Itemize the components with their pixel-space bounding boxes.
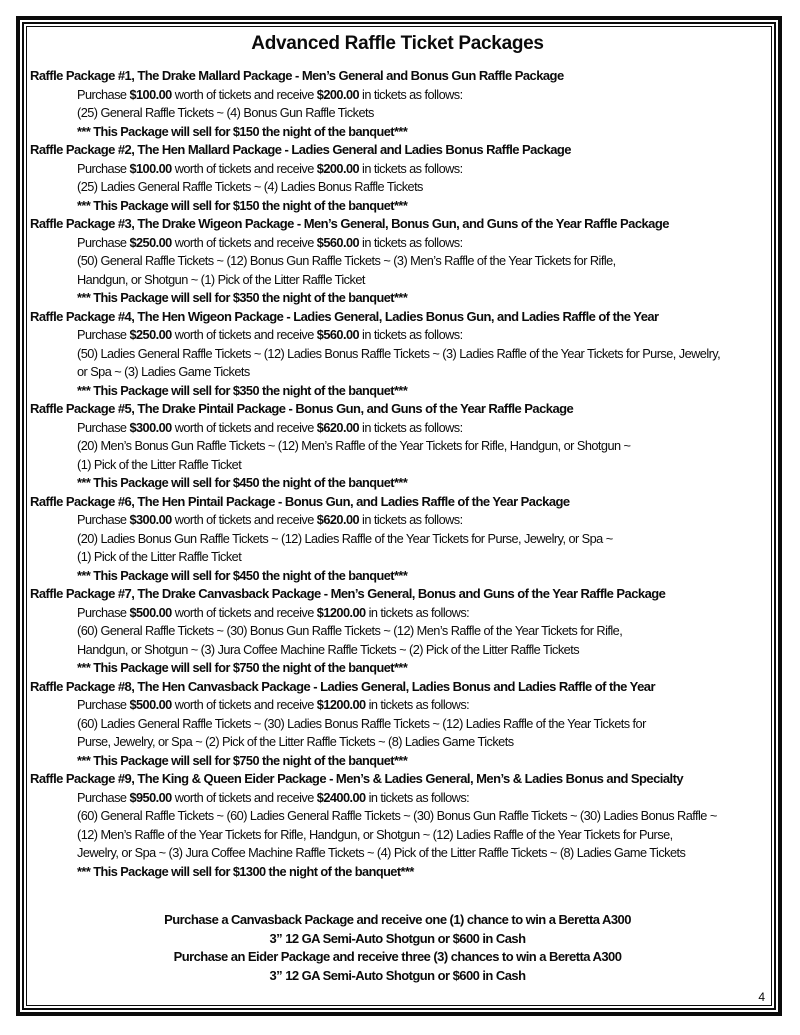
purchase-amount: $500.00 (129, 697, 172, 712)
bonus-offer-line-canvasback: Purchase a Canvasback Package and receive one (1) chance to win a Beretta A300 (164, 912, 631, 927)
package-detail-line: Jewelry, or Spa ~ (3) Jura Coffee Machine Raffle Tickets ~ (4) Pick of the Litter Raffle Tickets ~ (8) Ladies Game Tickets (77, 845, 686, 860)
package-body (77, 789, 765, 882)
package-heading: Raffle Package #7, The Drake Canvasback Package - Men’s General, Bonus and Guns of the Year Raffle Package (30, 586, 666, 601)
package-detail-line: (12) Men’s Raffle of the Year Tickets for Rifle, Handgun, or Shotgun ~ (12) Ladies Raffle of the Year Tickets for Purse, (77, 826, 673, 842)
raffle-package (30, 400, 765, 493)
package-detail-line: Handgun, or Shotgun ~ (1) Pick of the Litter Raffle Ticket (77, 271, 365, 287)
package-purchase-line (77, 696, 765, 715)
raffle-package (30, 678, 765, 771)
package-body (77, 234, 765, 308)
purchase-text: worth of tickets and receive (171, 327, 317, 342)
receive-amount: $1200.00 (316, 604, 366, 620)
purchase-text: Purchase (77, 789, 130, 805)
document-content (27, 27, 771, 1005)
package-body (77, 696, 765, 770)
bonus-offer-line-eider: Purchase an Eider Package and receive three (3) chances to win a Beretta A300 (173, 949, 622, 964)
page-border-outer (16, 16, 782, 1016)
page-title: Advanced Raffle Ticket Packages (251, 33, 544, 54)
raffle-package (30, 770, 765, 881)
page-number: 4 (758, 990, 765, 1004)
purchase-text: in tickets as follows: (365, 604, 470, 620)
package-body (77, 604, 765, 678)
purchase-text: Purchase (77, 512, 130, 527)
bonus-offer-line-canvasback-prize: 3” 12 GA Semi-Auto Shotgun or $600 in Cash (269, 930, 526, 946)
bonus-offer-section (30, 911, 765, 985)
package-banquet-price-line: *** This Package will sell for $150 the night of the banquet*** (77, 123, 408, 139)
receive-amount: $620.00 (316, 512, 360, 527)
package-list (30, 67, 765, 881)
package-purchase-line (77, 160, 765, 179)
purchase-amount: $950.00 (129, 789, 172, 805)
package-banquet-price-line: *** This Package will sell for $750 the night of the banquet*** (77, 660, 408, 675)
package-detail-line: (25) General Raffle Tickets ~ (4) Bonus Gun Raffle Tickets (77, 105, 374, 120)
package-purchase-line (77, 234, 765, 253)
purchase-text: worth of tickets and receive (171, 512, 317, 527)
receive-amount: $1200.00 (316, 697, 366, 712)
package-body (77, 326, 765, 400)
raffle-package (30, 141, 765, 215)
purchase-text: in tickets as follows: (359, 86, 463, 102)
purchase-text: worth of tickets and receive (171, 604, 317, 620)
purchase-text: worth of tickets and receive (171, 86, 317, 102)
purchase-text: Purchase (77, 327, 130, 342)
package-detail-line: (60) Ladies General Raffle Tickets ~ (30) Ladies Bonus Raffle Tickets ~ (12) Ladies Raffle of the Year Tickets for (77, 715, 646, 731)
package-purchase-line (77, 326, 765, 345)
purchase-text: in tickets as follows: (359, 512, 463, 527)
package-detail-line: Handgun, or Shotgun ~ (3) Jura Coffee Machine Raffle Tickets ~ (2) Pick of the Litter Raffle Tickets (77, 641, 580, 657)
purchase-amount: $250.00 (129, 234, 172, 250)
receive-amount: $620.00 (316, 419, 360, 435)
package-heading: Raffle Package #3, The Drake Wigeon Package - Men’s General, Bonus Gun, and Guns of the Year Raffle Package (30, 216, 669, 231)
purchase-amount: $100.00 (129, 160, 172, 176)
purchase-text: worth of tickets and receive (171, 789, 317, 805)
receive-amount: $200.00 (316, 86, 360, 102)
package-banquet-price-line: *** This Package will sell for $450 the night of the banquet*** (77, 567, 408, 583)
purchase-text: in tickets as follows: (365, 789, 470, 805)
purchase-text: Purchase (77, 160, 130, 176)
package-heading: Raffle Package #2, The Hen Mallard Package - Ladies General and Ladies Bonus Raffle Package (30, 142, 571, 157)
page-border-middle (22, 22, 776, 1010)
package-purchase-line (77, 86, 765, 105)
purchase-text: worth of tickets and receive (171, 419, 317, 435)
bonus-offer-line-eider-prize: 3” 12 GA Semi-Auto Shotgun or $600 in Cash (269, 967, 526, 983)
package-detail-line: Purse, Jewelry, or Spa ~ (2) Pick of the Litter Raffle Tickets ~ (8) Ladies Game Tickets (77, 734, 514, 749)
package-banquet-price-line: *** This Package will sell for $750 the night of the banquet*** (77, 752, 408, 768)
purchase-text: in tickets as follows: (365, 697, 470, 712)
package-detail-line: (50) Ladies General Raffle Tickets ~ (12) Ladies Bonus Raffle Tickets ~ (3) Ladies Raffle of the Year Tickets for Purse, Jewelry, (77, 345, 721, 361)
purchase-amount: $300.00 (129, 419, 172, 435)
package-body (77, 419, 765, 493)
package-heading: Raffle Package #9, The King & Queen Eider Package - Men’s & Ladies General, Men’s & Ladies Bonus and Specialty (30, 771, 684, 786)
purchase-amount: $500.00 (129, 604, 172, 620)
package-banquet-price-line: *** This Package will sell for $150 the night of the banquet*** (77, 197, 408, 213)
purchase-amount: $250.00 (129, 327, 172, 342)
purchase-amount: $300.00 (129, 512, 172, 527)
package-detail-line: (1) Pick of the Litter Raffle Ticket (77, 549, 242, 564)
receive-amount: $560.00 (316, 234, 360, 250)
purchase-text: worth of tickets and receive (171, 697, 317, 712)
package-purchase-line (77, 604, 765, 623)
purchase-text: in tickets as follows: (359, 419, 463, 435)
package-detail-line: (20) Ladies Bonus Gun Raffle Tickets ~ (12) Ladies Raffle of the Year Tickets for Purse, Jewelry, or Spa ~ (77, 530, 613, 546)
package-body (77, 511, 765, 585)
raffle-package (30, 308, 765, 401)
package-heading: Raffle Package #8, The Hen Canvasback Package - Ladies General, Ladies Bonus and Ladies Raffle of the Year (30, 678, 655, 694)
package-heading: Raffle Package #6, The Hen Pintail Package - Bonus Gun, and Ladies Raffle of the Year Package (30, 493, 570, 509)
package-body (77, 86, 765, 142)
package-detail-line: (50) General Raffle Tickets ~ (12) Bonus Gun Raffle Tickets ~ (3) Men’s Raffle of the Year Tickets for Rifle, (77, 253, 616, 268)
package-heading: Raffle Package #4, The Hen Wigeon Package - Ladies General, Ladies Bonus Gun, and Ladies Raffle of the Year (30, 308, 659, 324)
package-detail-line: (20) Men’s Bonus Gun Raffle Tickets ~ (12) Men’s Raffle of the Year Tickets for Rifle, Handgun, or Shotgun ~ (77, 438, 631, 453)
raffle-package (30, 493, 765, 586)
raffle-package (30, 585, 765, 678)
page-border-inner (26, 26, 772, 1006)
raffle-package (30, 215, 765, 308)
package-heading: Raffle Package #1, The Drake Mallard Package - Men’s General and Bonus Gun Raffle Package (30, 68, 564, 83)
package-banquet-price-line: *** This Package will sell for $450 the night of the banquet*** (77, 475, 408, 490)
package-banquet-price-line: *** This Package will sell for $350 the night of the banquet*** (77, 290, 408, 305)
package-purchase-line (77, 419, 765, 438)
package-detail-line: (25) Ladies General Raffle Tickets ~ (4) Ladies Bonus Raffle Tickets (77, 179, 423, 194)
package-purchase-line (77, 789, 765, 808)
purchase-text: Purchase (77, 697, 130, 712)
purchase-text: in tickets as follows: (359, 234, 463, 250)
purchase-amount: $100.00 (129, 86, 172, 102)
package-body (77, 160, 765, 216)
purchase-text: worth of tickets and receive (171, 234, 317, 250)
package-purchase-line (77, 511, 765, 530)
purchase-text: Purchase (77, 604, 130, 620)
purchase-text: in tickets as follows: (359, 160, 463, 176)
purchase-text: Purchase (77, 86, 130, 102)
purchase-text: worth of tickets and receive (171, 160, 317, 176)
purchase-text: in tickets as follows: (359, 327, 463, 342)
purchase-text: Purchase (77, 234, 130, 250)
package-heading: Raffle Package #5, The Drake Pintail Package - Bonus Gun, and Guns of the Year Raffle Package (30, 401, 574, 416)
package-banquet-price-line: *** This Package will sell for $350 the night of the banquet*** (77, 382, 408, 398)
package-detail-line: (60) General Raffle Tickets ~ (30) Bonus Gun Raffle Tickets ~ (12) Men’s Raffle of the Year Tickets for Rifle, (77, 623, 623, 638)
purchase-text: Purchase (77, 419, 130, 435)
package-detail-line: (1) Pick of the Litter Raffle Ticket (77, 456, 242, 472)
package-detail-line: or Spa ~ (3) Ladies Game Tickets (77, 364, 250, 379)
receive-amount: $200.00 (316, 160, 360, 176)
package-banquet-price-line: *** This Package will sell for $1300 the night of the banquet*** (77, 863, 414, 879)
receive-amount: $560.00 (316, 327, 360, 342)
raffle-package (30, 67, 765, 141)
package-detail-line: (60) General Raffle Tickets ~ (60) Ladies General Raffle Tickets ~ (30) Bonus Gun Raffle Tickets ~ (30) Ladies Bonus Raffle ~ (77, 808, 717, 823)
receive-amount: $2400.00 (316, 789, 366, 805)
